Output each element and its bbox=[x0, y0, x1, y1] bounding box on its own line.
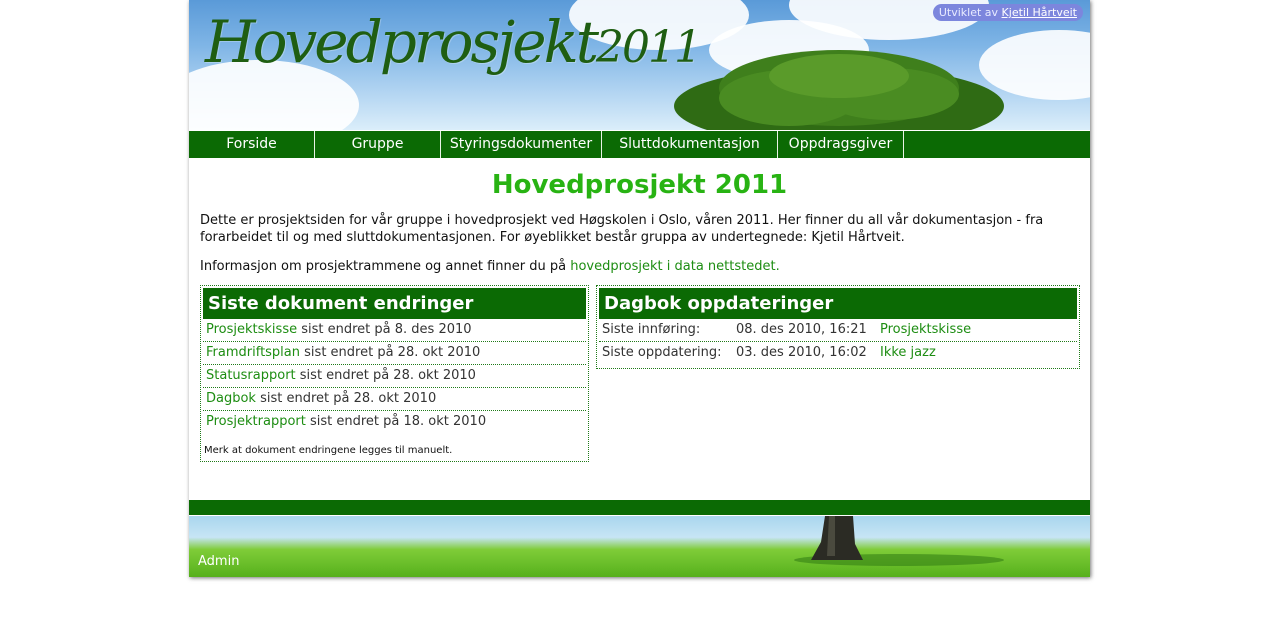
diary-label: Siste innføring: bbox=[602, 322, 701, 337]
logo-year-text: 2011 bbox=[596, 22, 700, 73]
diary-row bbox=[599, 342, 1077, 364]
page-container bbox=[189, 0, 1090, 577]
tree-crown-image bbox=[669, 36, 1029, 130]
document-date: sist endret på 28. okt 2010 bbox=[304, 345, 481, 360]
document-date: sist endret på 8. des 2010 bbox=[301, 322, 472, 337]
tree-trunk-image bbox=[789, 516, 1009, 577]
intro-paragraph: Dette er prosjektsiden for vår gruppe i hovedprosjekt ved Høgskolen i Oslo, våren 2011. Her finner du all vår dokumentasjon - fra forarbeidet til og med sluttdokumentasjonen. For øyeblikket består gruppa av undertegnede: Kjetil Hårtveit. bbox=[200, 213, 1044, 245]
document-date: sist endret på 18. okt 2010 bbox=[309, 414, 487, 429]
diary-row bbox=[599, 319, 1077, 342]
logo-main-text: Hovedprosjekt bbox=[205, 8, 597, 76]
credit-prefix: Utviklet av bbox=[938, 6, 999, 19]
document-row bbox=[203, 388, 586, 411]
diary-label: Siste oppdatering: bbox=[602, 345, 722, 360]
diary-date: 03. des 2010, 16:02 bbox=[736, 345, 867, 360]
nav-item-gruppe[interactable]: Gruppe bbox=[315, 131, 441, 158]
document-row bbox=[203, 365, 586, 388]
nav-item-forside[interactable]: Forside bbox=[189, 131, 315, 158]
credit-author-link[interactable]: Kjetil Hårtveit bbox=[1001, 6, 1077, 19]
diary-link[interactable]: Prosjektskisse bbox=[880, 322, 972, 337]
document-row bbox=[203, 319, 586, 342]
main-content bbox=[189, 158, 1090, 275]
document-link[interactable]: Statusrapport bbox=[206, 368, 296, 383]
main-navigation bbox=[189, 131, 1090, 158]
document-row bbox=[203, 342, 586, 365]
nav-item-styringsdokumenter[interactable]: Styringsdokumenter bbox=[441, 131, 602, 158]
info-text: Informasjon om prosjektrammene og annet finner du på bbox=[200, 259, 567, 274]
hovedprosjekt-link[interactable]: hovedprosjekt i data nettstedet. bbox=[570, 259, 780, 274]
nav-item-sluttdokumentasjon[interactable]: Sluttdokumentasjon bbox=[602, 131, 778, 158]
diary-box bbox=[596, 285, 1080, 369]
footer-banner bbox=[189, 516, 1090, 577]
document-link[interactable]: Dagbok bbox=[206, 391, 256, 406]
documents-box bbox=[200, 285, 589, 462]
document-row bbox=[203, 411, 586, 433]
documents-note: Merk at dokument endringene legges til manuelt. bbox=[204, 445, 453, 456]
credit-badge bbox=[933, 4, 1083, 21]
site-logo[interactable] bbox=[205, 8, 700, 76]
diary-heading: Dagbok oppdateringer bbox=[599, 288, 1077, 319]
document-date: sist endret på 28. okt 2010 bbox=[299, 368, 476, 383]
documents-heading: Siste dokument endringer bbox=[203, 288, 586, 319]
document-link[interactable]: Framdriftsplan bbox=[206, 345, 301, 360]
admin-link[interactable]: Admin bbox=[198, 554, 240, 569]
diary-link[interactable]: Ikke jazz bbox=[880, 345, 936, 360]
header-banner bbox=[189, 0, 1090, 130]
footer-divider bbox=[189, 500, 1090, 515]
document-date: sist endret på 28. okt 2010 bbox=[260, 391, 437, 406]
info-paragraph bbox=[200, 258, 1080, 275]
page-title: Hovedprosjekt 2011 bbox=[491, 170, 788, 200]
diary-date: 08. des 2010, 16:21 bbox=[736, 322, 867, 337]
document-link[interactable]: Prosjektskisse bbox=[206, 322, 298, 337]
nav-item-oppdragsgiver[interactable]: Oppdragsgiver bbox=[778, 131, 904, 158]
document-link[interactable]: Prosjektrapport bbox=[206, 414, 306, 429]
